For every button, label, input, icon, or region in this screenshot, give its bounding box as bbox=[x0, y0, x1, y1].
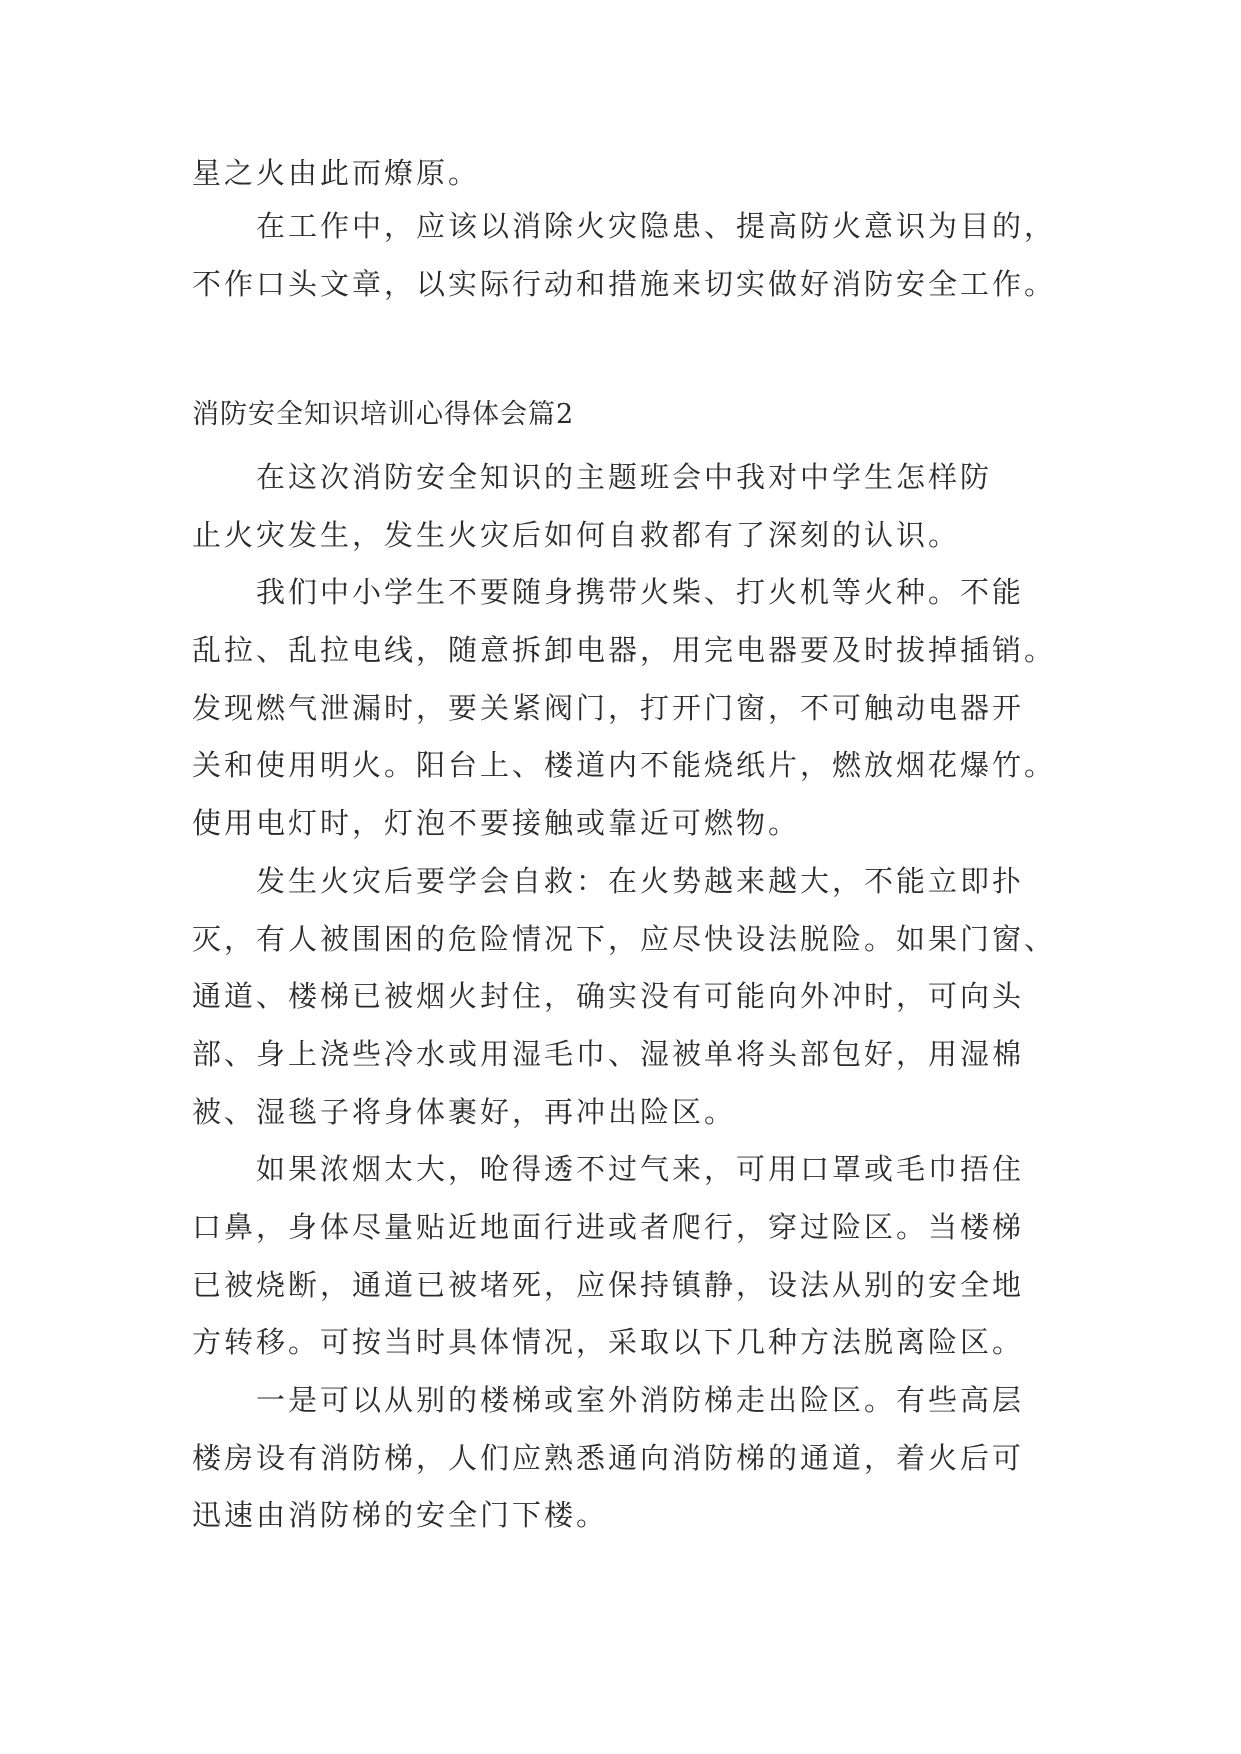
text-line: 口鼻，身体尽量贴近地面行进或者爬行，穿过险区。当楼梯 bbox=[192, 1209, 1025, 1244]
text-line: 使用电灯时，灯泡不要接触或靠近可燃物。 bbox=[192, 806, 801, 841]
text-line: 乱拉、乱拉电线，随意拆卸电器，用完电器要及时拔掉插销。 bbox=[192, 633, 1057, 668]
text-line: 在这次消防安全知识的主题班会中我对中学生怎样防 bbox=[256, 460, 993, 494]
text-line: 通道、楼梯已被烟火封住，确实没有可能向外冲时，可向头 bbox=[192, 979, 1025, 1014]
text-line: 方转移。可按当时具体情况，采取以下几种方法脱离险区。 bbox=[192, 1325, 1025, 1360]
text-line: 发现燃气泄漏时，要关紧阀门，打开门窗，不可触动电器开 bbox=[192, 690, 1025, 725]
text-line: 发生火灾后要学会自救：在火势越来越大，不能立即扑 bbox=[256, 863, 1025, 898]
text-line: 楼房设有消防梯，人们应熟悉通向消防梯的通道，着火后可 bbox=[192, 1440, 1025, 1475]
section-title: 消防安全知识培训心得体会篇2 bbox=[192, 399, 575, 430]
top-paragraph-2 bbox=[192, 198, 1057, 313]
text-line: 灭，有人被围困的危险情况下，应尽快设法脱险。如果门窗、 bbox=[192, 921, 1057, 956]
text-line: 关和使用明火。阳台上、楼道内不能烧纸片，燃放烟花爆竹。 bbox=[192, 748, 1057, 783]
text-line: 止火灾发生，发生火灾后如何自救都有了深刻的认识。 bbox=[192, 517, 961, 552]
text-line: 迅速由消防梯的安全门下楼。 bbox=[192, 1498, 609, 1533]
text-line: 我们中小学生不要随身携带火柴、打火机等火种。不能 bbox=[256, 575, 1025, 610]
text-line: 星之火由此而燎原。 bbox=[192, 156, 481, 190]
text-line: 在工作中，应该以消除火灾隐患、提高防火意识为目的， bbox=[256, 209, 1057, 243]
text-line: 不作口头文章，以实际行动和措施来切实做好消防安全工作。 bbox=[192, 266, 1057, 301]
text-line: 如果浓烟太大，呛得透不过气来，可用口罩或毛巾捂住 bbox=[256, 1152, 1025, 1187]
body-text bbox=[192, 449, 1057, 1545]
text-line: 部、身上浇些冷水或用湿毛巾、湿被单将头部包好，用湿棉 bbox=[192, 1036, 1025, 1071]
text-line: 已被烧断，通道已被堵死，应保持镇静，设法从别的安全地 bbox=[192, 1267, 1025, 1302]
text-line: 被、湿毯子将身体裹好，再冲出险区。 bbox=[192, 1094, 737, 1129]
text-line: 一是可以从别的楼梯或室外消防梯走出险区。有些高层 bbox=[256, 1383, 1025, 1417]
top-text bbox=[192, 145, 1052, 203]
